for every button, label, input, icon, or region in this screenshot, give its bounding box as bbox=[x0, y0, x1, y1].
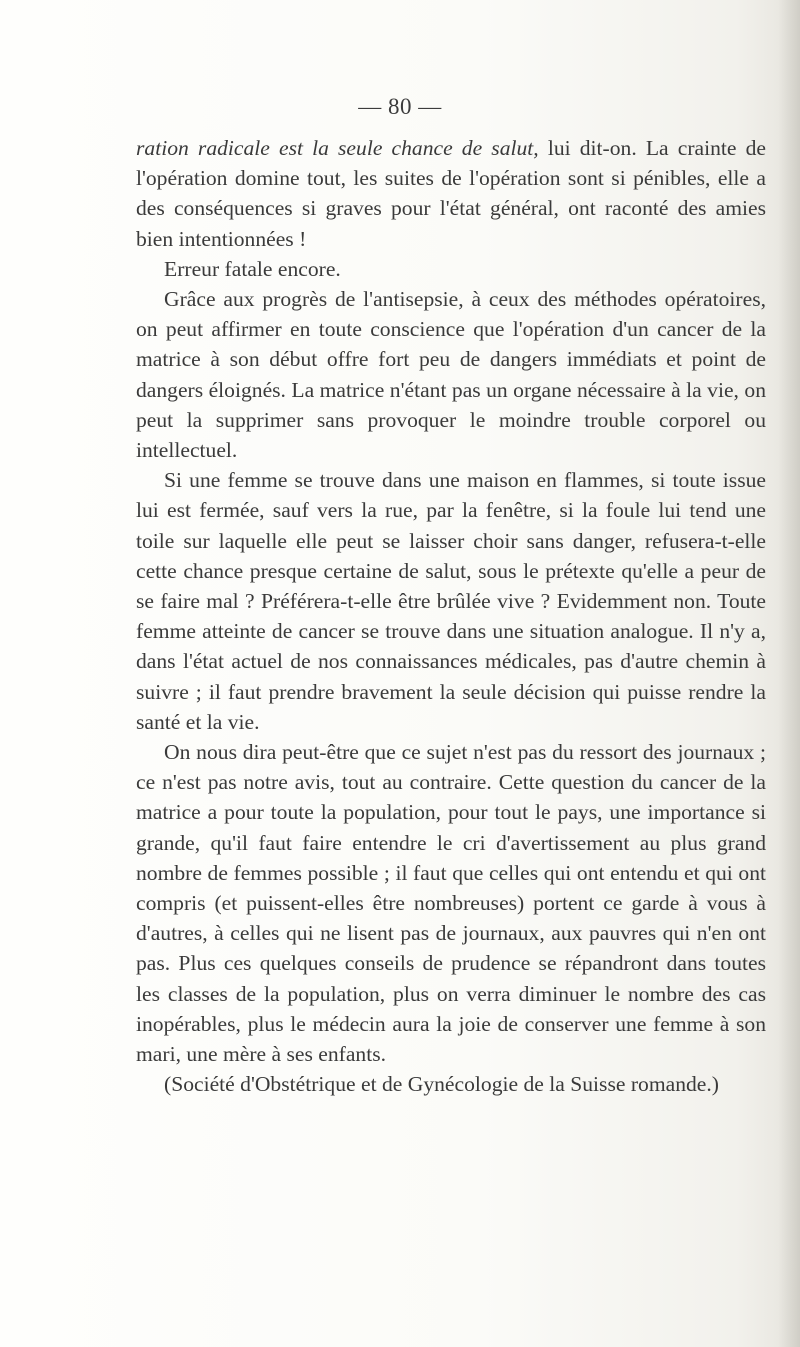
page-edge-shadow bbox=[778, 0, 800, 1347]
paragraph-3: Grâce aux progrès de l'antisepsie, à ceux des méthodes opératoires, on peut affirmer en toute conscience que l'opération d'un cancer de la matrice à son début offre fort peu de dangers immédiats et point de dangers éloignés. La matrice n'étant pas un organe nécessaire à la vie, on peut la supprimer sans provoquer le moindre trouble corporel ou intellectuel. bbox=[136, 287, 766, 463]
italic-lead: ration radicale est la seule chance de salut, bbox=[136, 136, 539, 160]
page-number: — 80 — bbox=[358, 94, 442, 119]
body-text bbox=[136, 133, 766, 1100]
paragraph-1 bbox=[136, 133, 766, 254]
paragraph-6: (Société d'Obstétrique et de Gynécologie de la Suisse romande.) bbox=[164, 1072, 719, 1097]
paragraph-1-text: lui dit-on. La crainte de l'opération domine tout, les suites de l'opération sont si pénibles, elle a des conséquences si graves pour l'état général, ont raconté des amies bien intentionnées ! bbox=[136, 136, 766, 251]
paragraph-4: Si une femme se trouve dans une maison en flammes, si toute issue lui est fermée, sauf vers la rue, par la fenêtre, si la foule lui tend une toile sur laquelle elle peut se laisser choir sans danger, refusera-t-elle cette chance presque certaine de salut, sous le prétexte qu'elle a peur de se faire mal ? Préférera-t-elle être brûlée vive ? Evidemment non. Toute femme atteinte de cancer se trouve dans une situation analogue. Il n'y a, dans l'état actuel de nos connaissances médicales, pas d'autre chemin à suivre ; il faut prendre bravement la seule décision qui puisse rendre la santé et la vie. bbox=[136, 468, 766, 734]
paragraph-2: Erreur fatale encore. bbox=[164, 256, 341, 281]
paragraph-5: On nous dira peut-être que ce sujet n'est pas du ressort des journaux ; ce n'est pas notre avis, tout au contraire. Cette question du cancer de la matrice a pour toute la population, pour tout le pays, une importance si grande, qu'il faut faire entendre le cri d'avertissement au plus grand nombre de femmes possible ; il faut que celles qui ont entendu et qui ont compris (et puissent-elles être nombreuses) portent ce garde à vous à d'autres, à celles qui ne lisent pas de journaux, aux pauvres qui n'en ont pas. Plus ces quelques conseils de prudence se répandront dans toutes les classes de la population, plus on verra diminuer le nombre des cas inopérables, plus le médecin aura la joie de conserver une femme à son mari, une mère à ses enfants. bbox=[136, 740, 766, 1067]
